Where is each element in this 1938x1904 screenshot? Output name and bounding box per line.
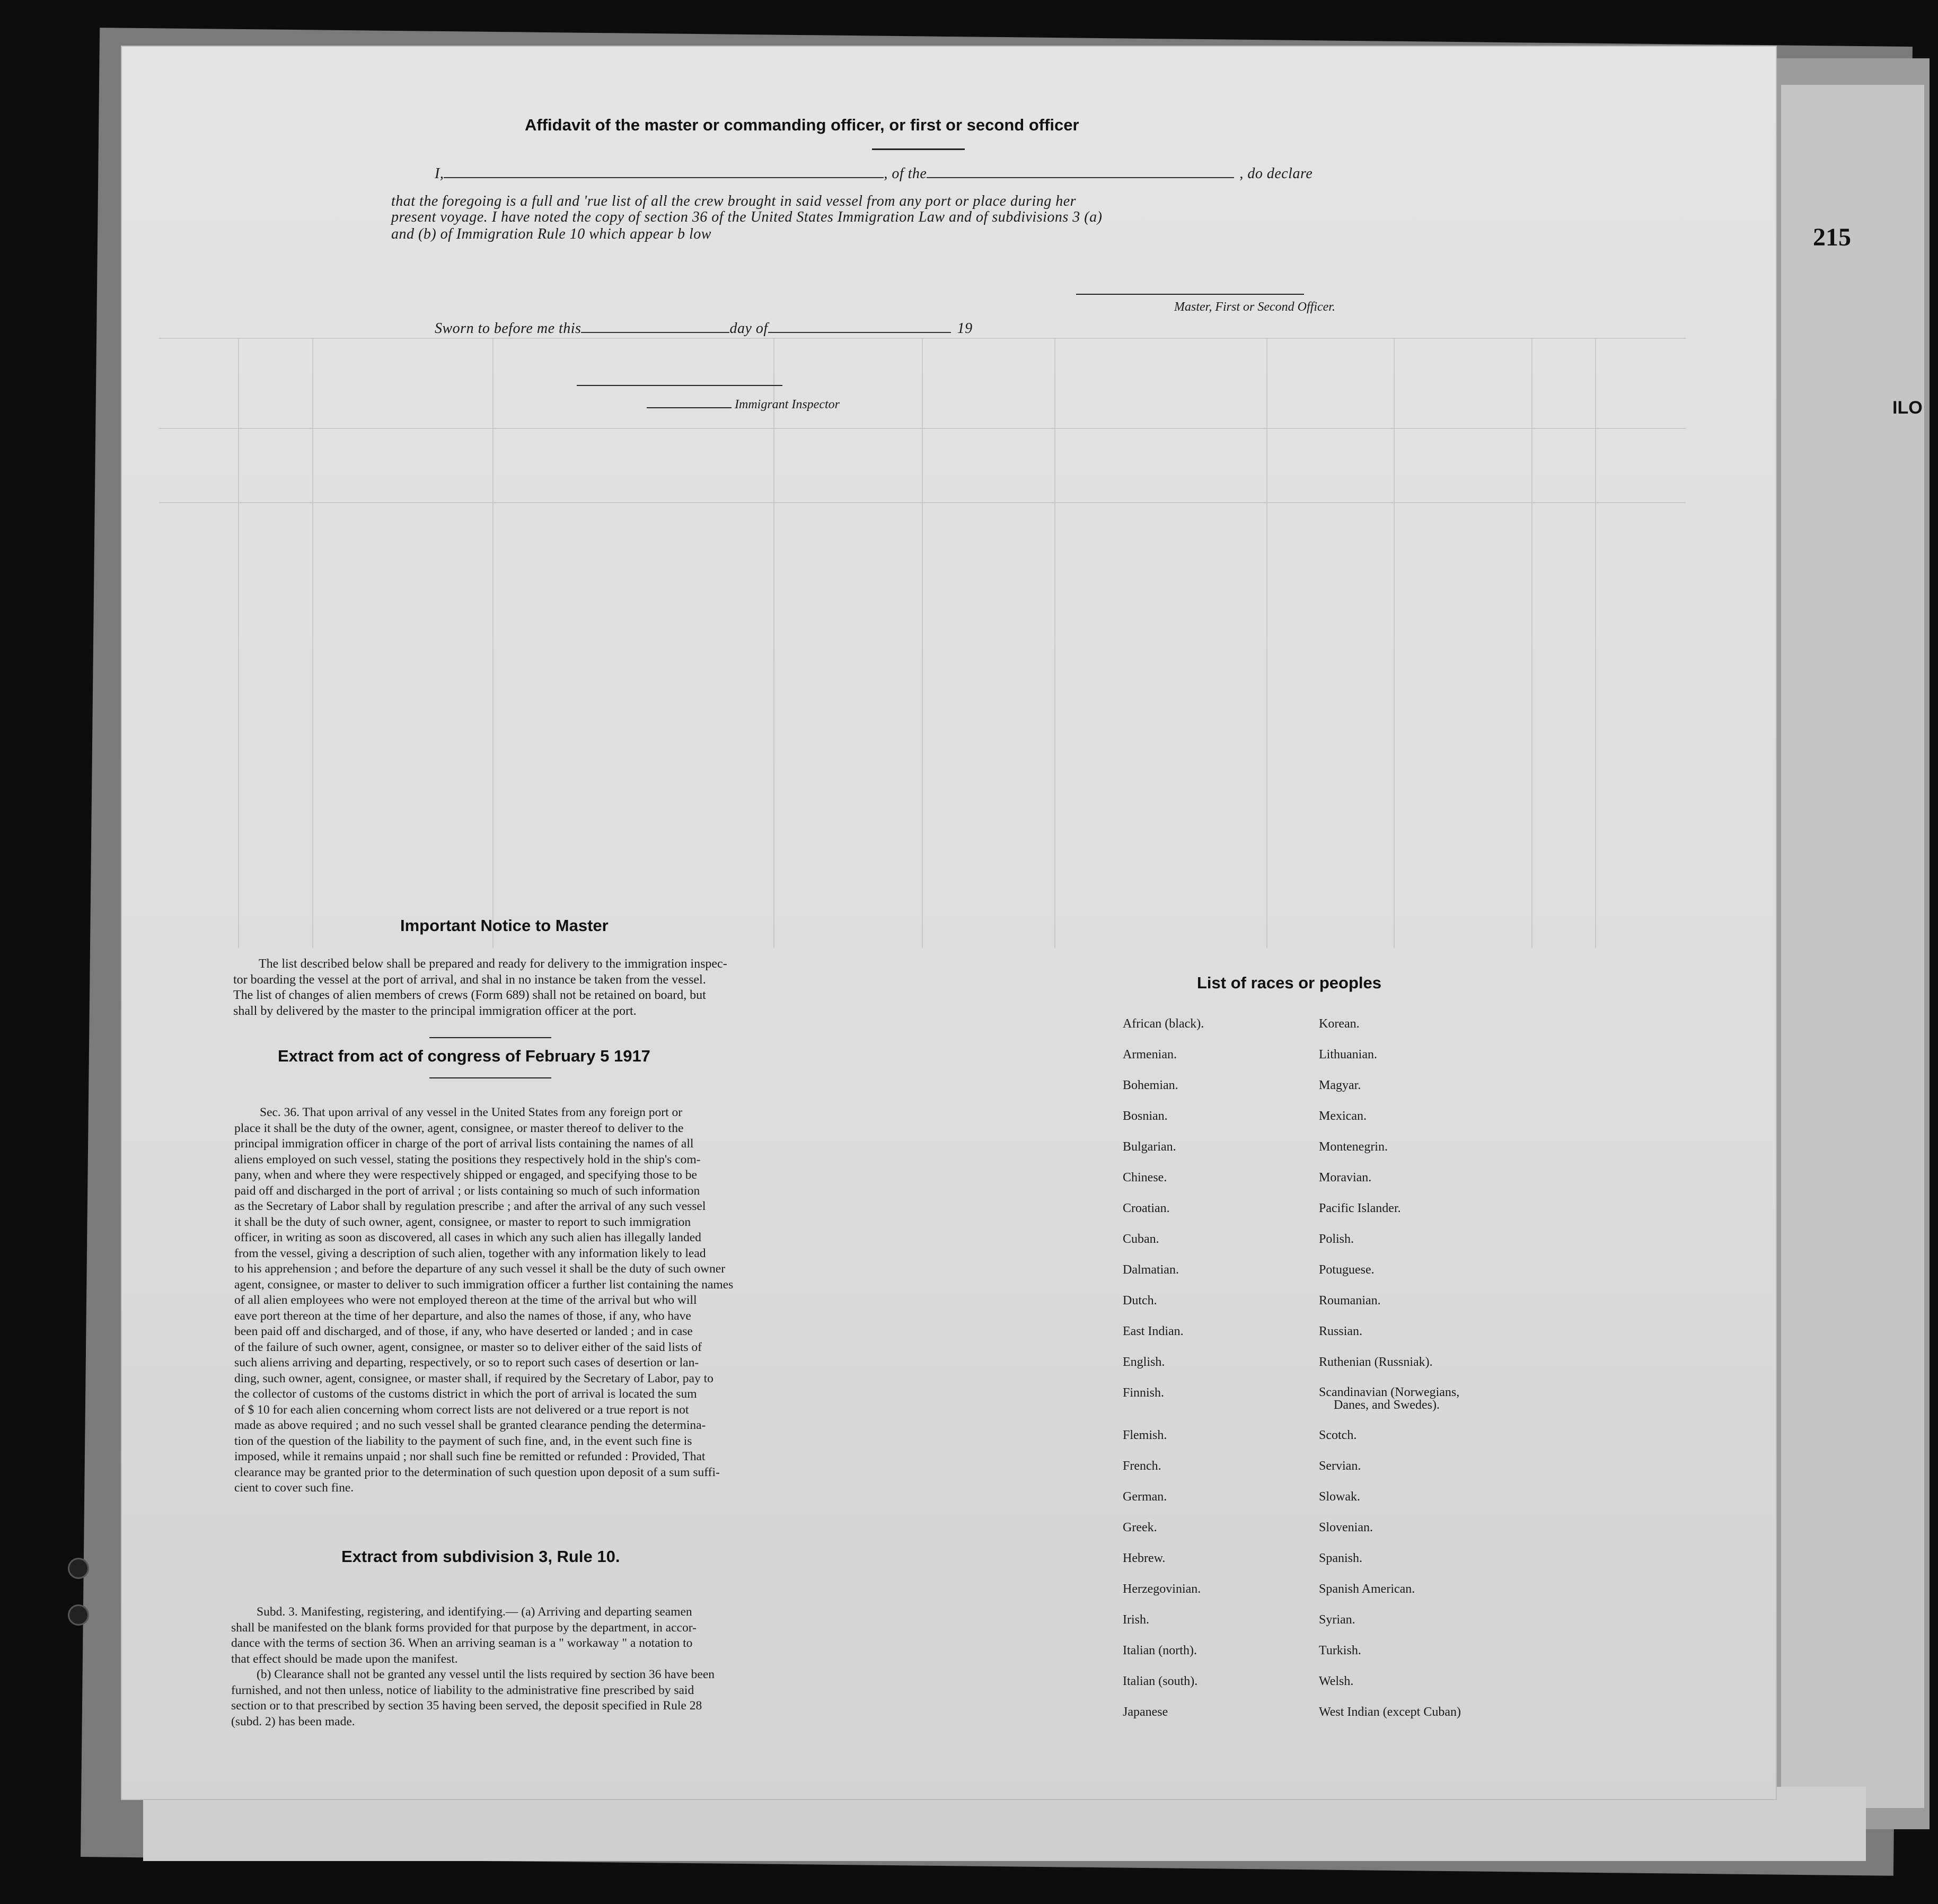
master-label: Master, First or Second Officer. [1174,300,1335,314]
race-item: East Indian. [1123,1324,1184,1338]
rule-extract-title: Extract from subdivision 3, Rule 10. [341,1547,620,1566]
bleed-through-grid [122,47,1776,1799]
notice-title: Important Notice to Master [400,916,609,935]
act-line: been paid off and discharged, and of those, if any, who have deserted or landed ; and in case [234,1324,693,1338]
race-item: Finnish. [1123,1386,1165,1400]
act-line: aliens employed on such vessel, stating the positions they respectively hold in the ship's com- [234,1152,701,1166]
act-line: as the Secretary of Labor shall by regulation prescribe ; and after the arrival of any such vessel [234,1199,706,1213]
binder-hole [68,1558,89,1579]
act-line: to his apprehension ; and before the departure of any such vessel it shall be the duty of such owner [234,1262,726,1276]
sheet-number: 215 [1813,223,1851,251]
act-line: cient to cover such fine. [234,1481,354,1495]
races-right-column [1319,1017,1461,1736]
race-item: Ruthenian (Russniak). [1319,1355,1433,1369]
race-item: Spanish American. [1319,1582,1415,1596]
race-item: Moravian. [1319,1171,1372,1184]
act-extract-text [234,1105,836,1496]
section-rule [429,1037,551,1038]
race-item: Dutch. [1123,1294,1157,1308]
name-blank[interactable] [444,162,884,178]
act-line: of the failure of such owner, agent, consignee, or master so to deliver either of the said lists of [234,1340,702,1354]
act-line: of all alien employees who were not employed thereon at the time of the arrival but who will [234,1293,697,1307]
race-item: Irish. [1123,1613,1149,1627]
race-item: Bosnian. [1123,1109,1168,1123]
sworn-line [435,317,973,337]
act-line: of $ 10 for each alien concerning whom correct lists are not delivered or a true report is not [234,1402,689,1417]
act-line: place it shall be the duty of the owner, agent, consignee, or master thereof to deliver to the [234,1121,684,1135]
rule-line: Subd. 3. Manifesting, registering, and identifying.— (a) Arriving and departing seamen [257,1605,692,1619]
race-item: Flemish. [1123,1428,1167,1442]
race-item: Syrian. [1319,1613,1355,1627]
rule-extract-text [231,1604,838,1730]
race-item: Polish. [1319,1232,1354,1246]
race-item: Mexican. [1319,1109,1367,1123]
race-item: Welsh. [1319,1674,1354,1688]
race-item: Italian (south). [1123,1674,1198,1688]
title-rule [872,148,965,150]
race-item: Armenian. [1123,1048,1177,1061]
race-item: Pacific Islander. [1319,1201,1401,1215]
race-item: Croatian. [1123,1201,1170,1215]
rule-line: (subd. 2) has been made. [231,1714,355,1728]
document-page [122,47,1776,1799]
race-item: Lithuanian. [1319,1048,1377,1061]
rule-line: shall be manifested on the blank forms provided for that purpose by the department, in accor- [231,1620,697,1635]
races-left-column [1123,1017,1204,1736]
notice-line: tor boarding the vessel at the port of arrival, and shal in no instance be taken from the vessel. [233,972,706,987]
affidavit-line4: and (b) of Immigration Rule 10 which appear b low [391,226,711,242]
race-item: Bohemian. [1123,1078,1178,1092]
race-item: Slowak. [1319,1490,1360,1504]
race-item: West Indian (except Cuban) [1319,1705,1461,1719]
section-rule [429,1077,551,1078]
act-line: paid off and discharged in the port of arrival ; or lists containing so much of such information [234,1183,700,1198]
race-item: Cuban. [1123,1232,1159,1246]
race-item: Russian. [1319,1324,1363,1338]
act-line: clearance may be granted prior to the determination of such question upon deposit of a sum suffi- [234,1465,720,1479]
affidavit-line3: present voyage. I have noted the copy of section 36 of the United States Immigration Law and of subdivisions 3 (a) [391,209,1103,225]
month-blank[interactable] [768,317,951,333]
notice-text [233,957,835,1019]
rule-line: section or to that prescribed by section 35 having been served, the deposit specified in Rule 28 [231,1699,702,1713]
sworn-text: Sworn to before me this [435,320,582,337]
act-line: made as above required ; and no such vessel shall be granted clearance pending the determina- [234,1418,706,1432]
notice-line: The list described below shall be prepared and ready for delivery to the immigration inspec- [259,957,727,971]
race-item: Greek. [1123,1521,1157,1534]
race-item: Magyar. [1319,1078,1361,1092]
act-line: agent, consignee, or master to deliver to such immigration officer a further list containing the names [234,1277,734,1292]
race-item: Montenegrin. [1319,1140,1388,1154]
rule-line: dance with the terms of section 36. When an arriving seaman is a " workaway " a notation to [231,1636,693,1650]
act-line: pany, when and where they were respectively shipped or engaged, and specifying those to be [234,1168,697,1182]
race-item: English. [1123,1355,1165,1369]
year-text: 19 [957,320,973,337]
rule-line: (b) Clearance shall not be granted any vessel until the lists required by section 36 have been [257,1668,715,1681]
act-line: the collector of customs of the customs district in which the port of arrival is located the sum [234,1387,697,1401]
act-line: officer, in writing as soon as discovered, all cases in which any such alien has illegally landed [234,1231,701,1244]
race-item: Italian (north). [1123,1644,1197,1657]
edge-text: ILO [1892,398,1923,418]
affidavit-of-the: , of the [884,165,927,182]
notice-line: shall by delivered by the master to the principal immigration officer at the port. [233,1004,637,1018]
inspector-signature-line[interactable] [577,385,782,386]
affidavit-declare: , do declare [1239,165,1313,182]
race-item: Korean. [1319,1017,1360,1031]
race-item: Bulgarian. [1123,1140,1176,1154]
inspector-underline [647,407,732,408]
race-item: Danes, and Swedes). [1334,1398,1440,1412]
act-line: such aliens arriving and departing, respectively, or so to report such cases of desertion or lan- [234,1356,699,1370]
act-line: eave port thereon at the time of her departure, and also the names of those, if any, who have [234,1309,691,1323]
master-signature-line[interactable] [1076,294,1304,295]
race-item: Spanish. [1319,1551,1363,1565]
affidavit-line2: that the foregoing is a full and 'rue list of all the crew brought in said vessel from any port or place during her [391,193,1077,209]
race-item: Chinese. [1123,1171,1167,1184]
notice-line: The list of changes of alien members of crews (Form 689) shall not be retained on board, but [233,988,706,1002]
race-item: Roumanian. [1319,1294,1381,1308]
affidavit-line1 [435,162,1312,182]
act-line: principal immigration officer in charge of the port of arrival lists containing the names of all [234,1137,694,1151]
race-item: Scandinavian (Norwegians, [1319,1385,1460,1399]
inspector-label: Immigrant Inspector [735,398,840,411]
rule-line: that effect should be made upon the manifest. [231,1652,458,1666]
race-item: French. [1123,1459,1161,1473]
race-item: German. [1123,1490,1167,1504]
race-item: Slovenian. [1319,1521,1373,1534]
race-item: Dalmatian. [1123,1263,1179,1277]
underlying-sheet-edge-light [1781,85,1924,1808]
act-line: tion of the question of the liability to the payment of such fine, and, in the event such fine is [234,1434,692,1448]
races-title: List of races or peoples [1197,973,1381,992]
race-item: Servian. [1319,1459,1361,1473]
rule-line: furnished, and not then unless, notice of liability to the administrative fine prescribed by said [231,1683,694,1697]
act-line: it shall be the duty of such owner, agent, consignee, or master to report to such immigration [234,1215,691,1229]
act-line: ding, such owner, agent, consignee, or master shall, if required by the Secretary of Labor, pay to [234,1371,713,1385]
act-line: imposed, while it remains unpaid ; nor shall such fine be remitted or refunded : Provided, That [234,1450,706,1463]
race-item: African (black). [1123,1017,1204,1031]
binder-hole [68,1604,89,1626]
act-line: from the vessel, giving a description of such alien, together with any information likely to lead [234,1246,706,1260]
race-item: Potuguese. [1319,1263,1375,1277]
race-item: Turkish. [1319,1644,1361,1657]
race-item: Hebrew. [1123,1551,1166,1565]
race-item: Japanese [1123,1705,1168,1719]
race-item-scandinavian [1319,1386,1461,1428]
act-line: Sec. 36. That upon arrival of any vessel in the United States from any foreign port or [260,1105,683,1119]
affidavit-i: I, [435,165,444,182]
act-extract-title: Extract from act of congress of February 5 1917 [278,1047,650,1065]
race-item: Scotch. [1319,1428,1357,1442]
day-blank[interactable] [581,317,729,333]
day-of-text: day of [729,320,768,337]
race-item: Herzegovinian. [1123,1582,1201,1596]
affidavit-title: Affidavit of the master or commanding officer, or first or second officer [525,116,1079,134]
vessel-blank[interactable] [927,162,1234,178]
